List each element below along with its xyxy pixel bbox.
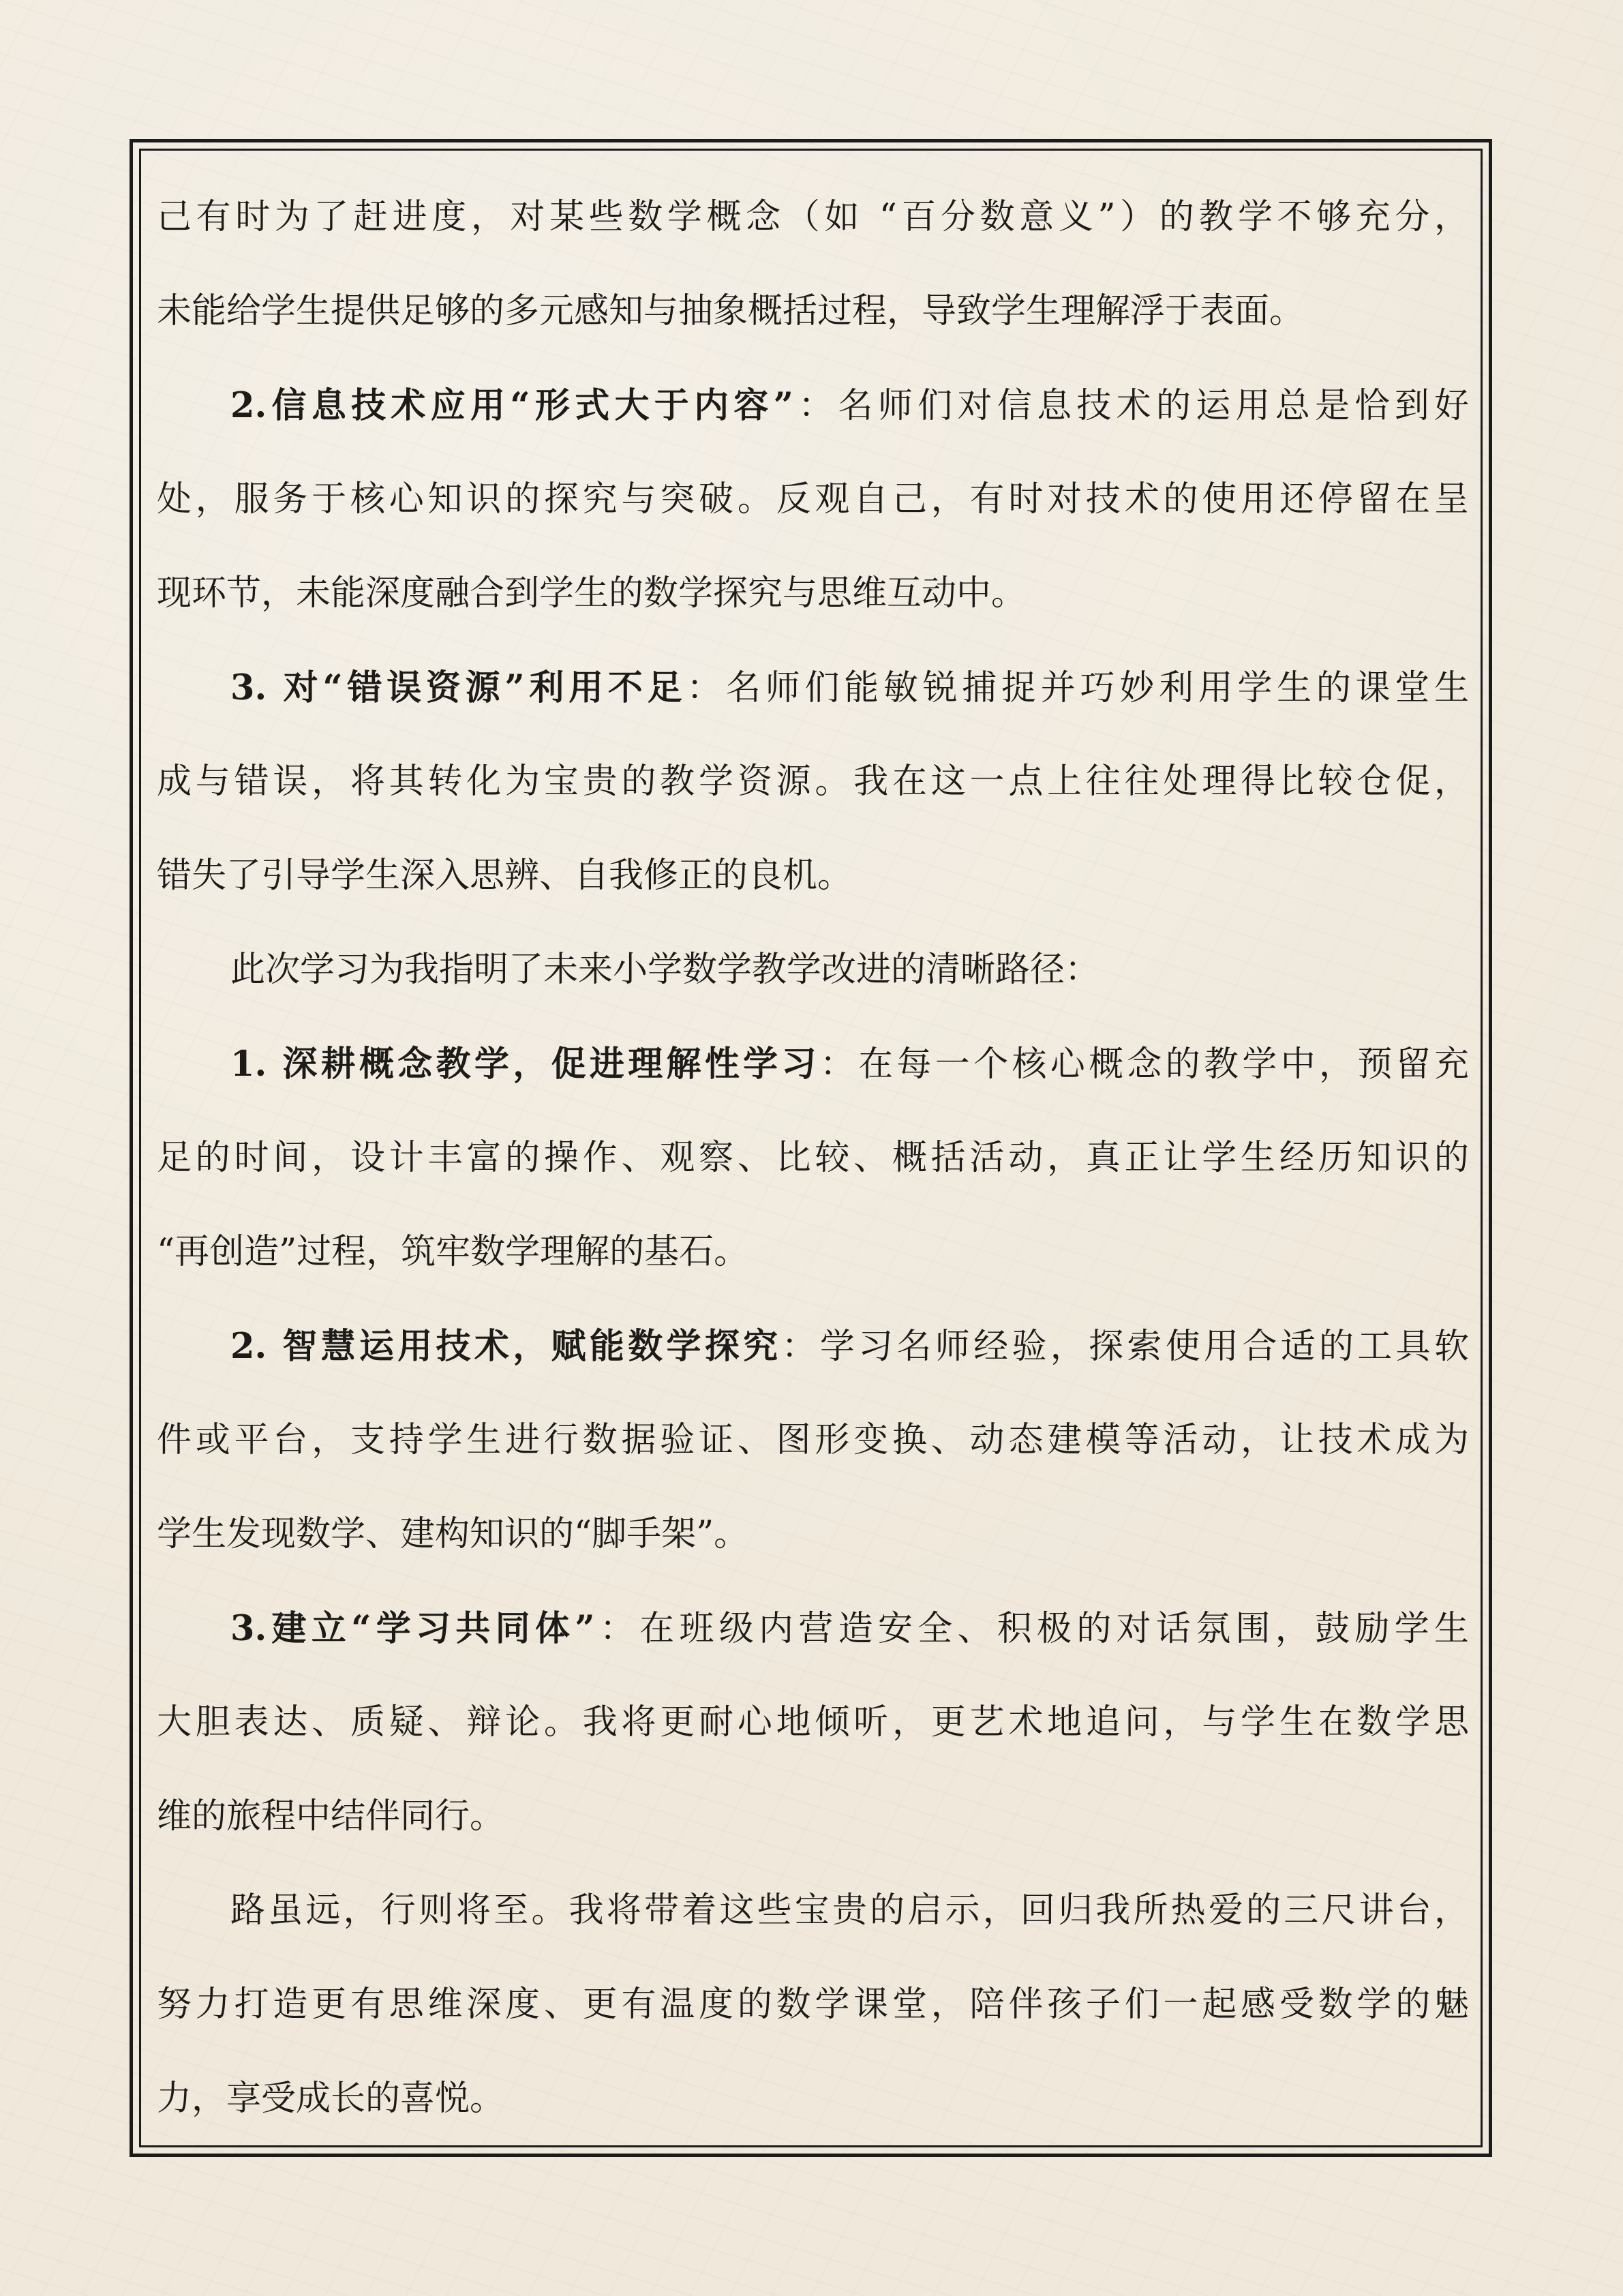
line-text: 力，享受成长的喜悦。: [157, 2079, 505, 2119]
line-text: 努力打造更有思维深度、更有温度的数学课堂，陪伴孩子们一起感受数学的魅: [157, 1984, 1469, 2025]
line-text: ：名师们能敏锐捕捉并巧妙利用学生的课堂生: [686, 668, 1469, 708]
text-line: [157, 1393, 1469, 1487]
line-text: 己有时为了赶进度，对某些数学概念（如 “百分数意义”）的教学不够充分，: [157, 197, 1469, 237]
line-text: ：在班级内营造安全、积极的对话氛围，鼓励学生: [594, 1609, 1469, 1649]
line-text: 学生发现数学、建构知识的“脚手架”。: [157, 1514, 749, 1554]
text-line: [157, 547, 1469, 641]
line-text: 成与错误，将其转化为宝贵的教学资源。我在这一点上往往处理得比较仓促，: [157, 761, 1469, 802]
line-text: 维的旅程中结伴同行。: [157, 1796, 505, 1837]
text-line: [157, 641, 1469, 735]
line-text: ：名师们对信息技术的运用总是恰到好: [793, 386, 1469, 426]
bold-heading: 1. 深耕概念教学，促进理解性学习: [230, 1044, 820, 1085]
text-line: [157, 1111, 1469, 1205]
paragraph: [157, 923, 1469, 1017]
text-line: [157, 453, 1469, 547]
bold-heading: 3. 对“错误资源”利用不足: [230, 667, 687, 708]
bold-heading: 2.信息技术应用“形式大于内容”: [230, 385, 794, 426]
text-line: [157, 735, 1469, 829]
text-line: [157, 829, 1469, 923]
text-line: [157, 1958, 1469, 2052]
text-line: [157, 1676, 1469, 1770]
paragraph: [157, 1299, 1469, 1582]
paragraph: [157, 1017, 1469, 1299]
text-line: [157, 923, 1469, 1017]
text-line: [157, 1770, 1469, 1864]
bold-heading: 2. 智慧运用技术，赋能数学探究: [230, 1326, 782, 1367]
line-text: 大胆表达、质疑、辩论。我将更耐心地倾听，更艺术地追问，与学生在数学思: [157, 1702, 1469, 1742]
line-text: “再创造”过程，筑牢数学理解的基石。: [157, 1232, 749, 1272]
text-line: [157, 1299, 1469, 1393]
line-text: ：在每一个核心概念的教学中，预留充: [819, 1044, 1469, 1085]
line-text: 此次学习为我指明了未来小学数学教学改进的清晰路径：: [230, 950, 1100, 990]
line-text: 未能给学生提供足够的多元感知与抽象概括过程，导致学生理解浮于表面。: [157, 291, 1305, 331]
paragraph: [157, 170, 1469, 359]
text-line: [157, 359, 1469, 453]
line-text: 足的时间，设计丰富的操作、观察、比较、概括活动，真正让学生经历知识的: [157, 1138, 1469, 1178]
bold-heading: 3.建立“学习共同体”: [230, 1608, 595, 1649]
text-line: [157, 1017, 1469, 1111]
document-body: [157, 170, 1469, 2146]
paragraph: [157, 1864, 1469, 2146]
paragraph: [157, 359, 1469, 641]
line-text: 路虽远，行则将至。我将带着这些宝贵的启示，回归我所热爱的三尺讲台，: [230, 1890, 1469, 1931]
line-text: ：学习名师经验，探索使用合适的工具软: [781, 1327, 1469, 1367]
text-line: [157, 1864, 1469, 1958]
text-line: [157, 1582, 1469, 1676]
text-line: [157, 1205, 1469, 1299]
text-line: [157, 170, 1469, 265]
line-text: 处，服务于核心知识的探究与突破。反观自己，有时对技术的使用还停留在呈: [157, 479, 1469, 519]
text-line: [157, 1487, 1469, 1582]
line-text: 现环节，未能深度融合到学生的数学探究与思维互动中。: [157, 573, 1027, 614]
text-line: [157, 265, 1469, 359]
line-text: 错失了引导学生深入思辨、自我修正的良机。: [157, 856, 853, 896]
text-line: [157, 2052, 1469, 2146]
paragraph: [157, 641, 1469, 923]
line-text: 件或平台，支持学生进行数据验证、图形变换、动态建模等活动，让技术成为: [157, 1420, 1469, 1460]
paragraph: [157, 1582, 1469, 1864]
